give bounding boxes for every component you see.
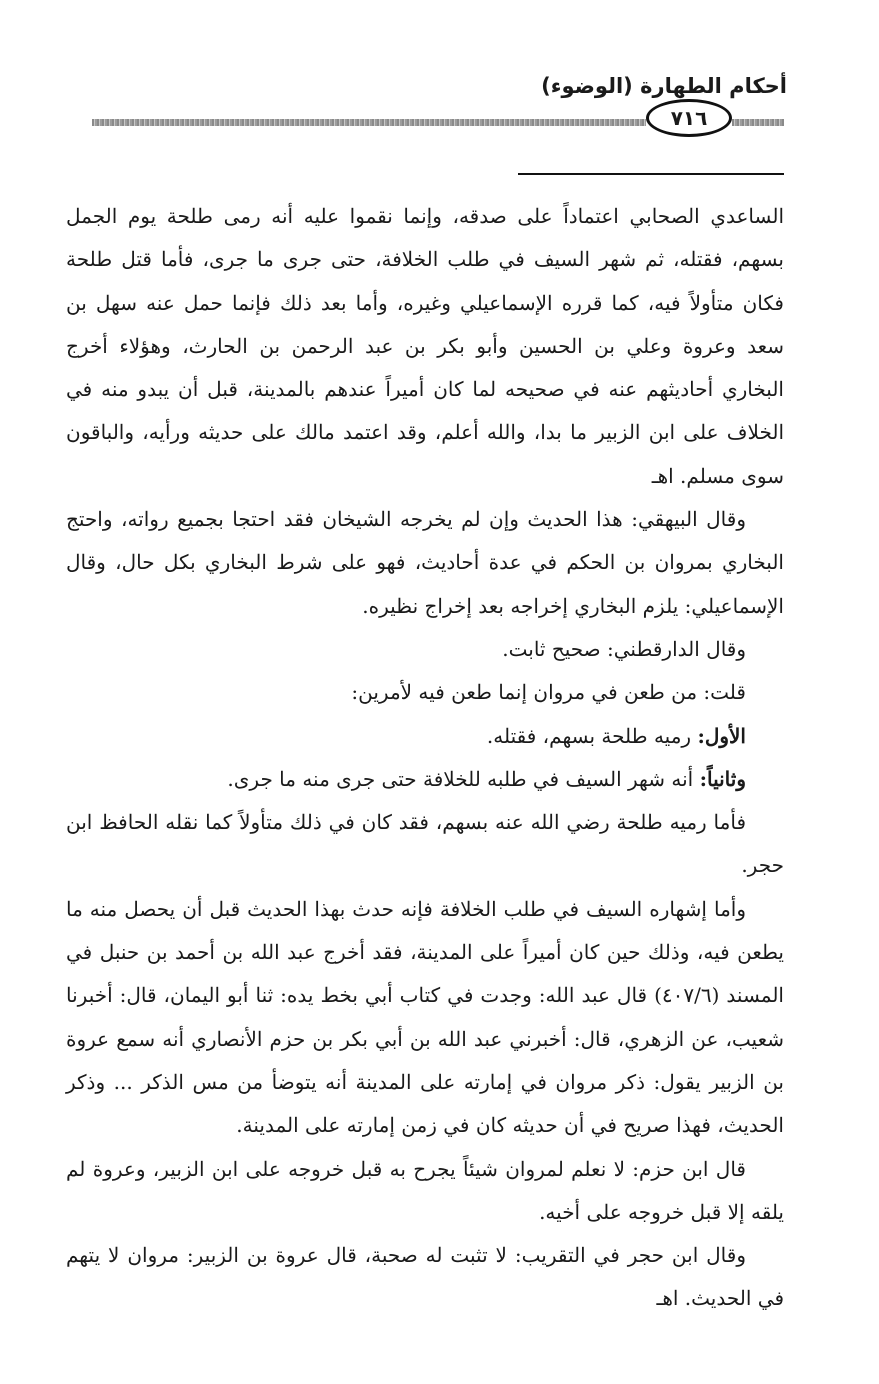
paragraph-lead: الأول: bbox=[697, 723, 746, 748]
paragraph: الساعدي الصحابي اعتماداً على صدقه، وإنما نقموا عليه أنه رمى طلحة يوم الجمل بسهم، فقتله، ثم شهر السيف في طلب الخلافة، حتى جرى ما جرى، فأما قتل طلحة فكان متأولاً فيه، كما قرره الإسماعيلي وغيره، وأما بعد ذلك فإنما حمل عنه سهل بن سعد وعروة وعلي بن الحسين وأبو بكر بن عبد الرحمن بن الحارث، وهؤلاء أخرج البخاري أحاديثهم عنه في صحيحه لما كان أميراً عندهم بالمدينة، قبل أن يبدو منه في الخلاف على ابن الزبير ما بدا، والله أعلم، وقد اعتمد مالك على حديثه ورأيه، والباقون سوى مسلم. اهـ bbox=[66, 204, 784, 488]
paragraph bbox=[66, 758, 784, 801]
paragraph-text: رميه طلحة بسهم، فقتله. bbox=[486, 723, 698, 748]
paragraph-lead: وثانياً: bbox=[699, 766, 746, 791]
header-rule-right bbox=[732, 119, 784, 126]
paragraph: قال ابن حزم: لا نعلم لمروان شيئاً يجرح به قبل خروجه على ابن الزبير، وعروة لم يلقه إلا قبل خروجه على أخيه. bbox=[66, 1156, 784, 1224]
book-title: أحكام الطهارة (الوضوء) bbox=[541, 74, 787, 98]
page-body bbox=[66, 195, 784, 1321]
section-divider bbox=[518, 173, 784, 175]
paragraph: وقال ابن حجر في التقريب: لا تثبت له صحبة، قال عروة بن الزبير: مروان لا يتهم في الحديث. اهـ bbox=[66, 1243, 784, 1311]
paragraph: وأما إشهاره السيف في طلب الخلافة فإنه حدث بهذا الحديث قبل أن يحصل منه ما يطعن فيه، وذلك حين كان أميراً على المدينة، فقد أخرج عبد الله بن أحمد بن حنبل في المسند (٤٠٧/٦) قال عبد الله: وجدت في كتاب أبي بخط يده: ثنا أبو اليمان، قال: أخبرنا شعيب، عن الزهري، قال: أخبرني عبد الله بن أبي بكر بن حزم الأنصاري أنه سمع عروة بن الزبير يقول: ذكر مروان في إمارته على المدينة أنه يتوضأ من مس الذكر ... وذكر الحديث، فهذا صريح في أن حديثه كان في زمن إمارته على المدينة. bbox=[66, 896, 784, 1138]
header-rule-left bbox=[92, 119, 646, 126]
paragraph: وقال الدارقطني: صحيح ثابت. bbox=[502, 636, 746, 661]
paragraph: فأما رميه طلحة رضي الله عنه بسهم، فقد كان في ذلك متأولاً كما نقله الحافظ ابن حجر. bbox=[66, 810, 784, 878]
paragraph: قلت: من طعن في مروان إنما طعن فيه لأمرين: bbox=[351, 680, 746, 705]
paragraph bbox=[66, 715, 784, 758]
paragraph-text: أنه شهر السيف في طلبه للخلافة حتى جرى منه ما جرى. bbox=[227, 766, 700, 791]
paragraph: وقال البيهقي: هذا الحديث وإن لم يخرجه الشيخان فقد احتجا بجميع رواته، واحتج البخاري بمروان بن الحكم في عدة أحاديث، فهو على شرط البخاري بكل حال، وقال الإسماعيلي: يلزم البخاري إخراجه بعد إخراج نظيره. bbox=[66, 507, 784, 618]
page-number: ٧١٦ bbox=[646, 99, 732, 137]
